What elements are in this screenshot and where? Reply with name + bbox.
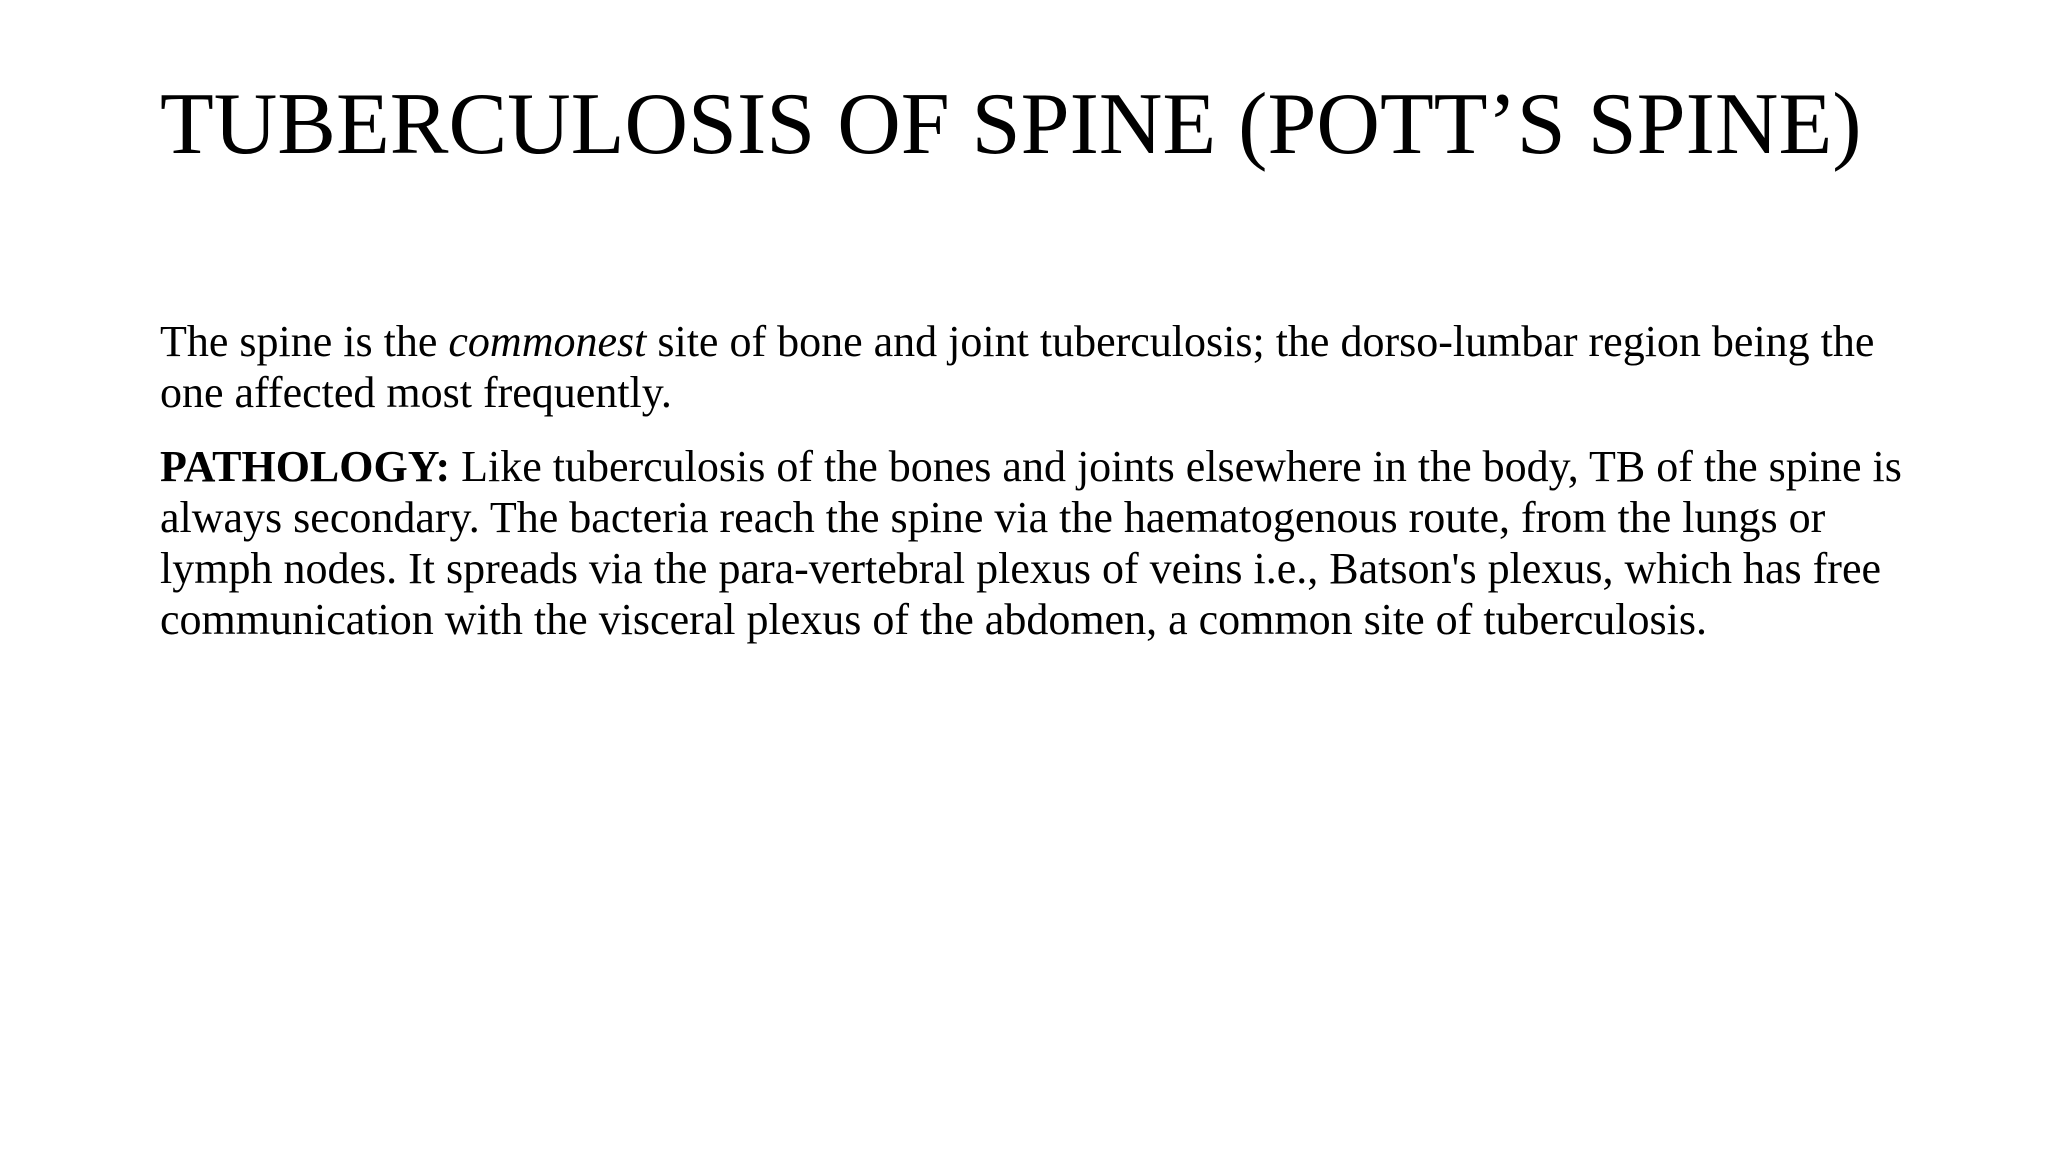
slide-title: TUBERCULOSIS OF SPINE (POTT’S SPINE) xyxy=(160,76,1862,173)
pathology-label: PATHOLOGY: xyxy=(160,442,451,491)
intro-text-start: The spine is the xyxy=(160,317,449,366)
intro-emphasis: commonest xyxy=(448,317,647,366)
pathology-paragraph xyxy=(160,441,1920,645)
intro-paragraph xyxy=(160,316,1920,418)
pathology-text: Like tuberculosis of the bones and joints elsewhere in the body, TB of the spine is always secondary. The bacteria reach the spine via the haematogenous route, from the lungs or lymph nodes. It spreads via the para-vertebral plexus of veins i.e., Batson's plexus, which has free communication with the visceral plexus of the abdomen, a common site of tuberculosis. xyxy=(160,442,1902,644)
slide-body xyxy=(160,316,1920,645)
intro-text-end: site of bone and joint tuberculosis; the dorso-lumbar region being the one affected most frequently. xyxy=(160,317,1875,417)
